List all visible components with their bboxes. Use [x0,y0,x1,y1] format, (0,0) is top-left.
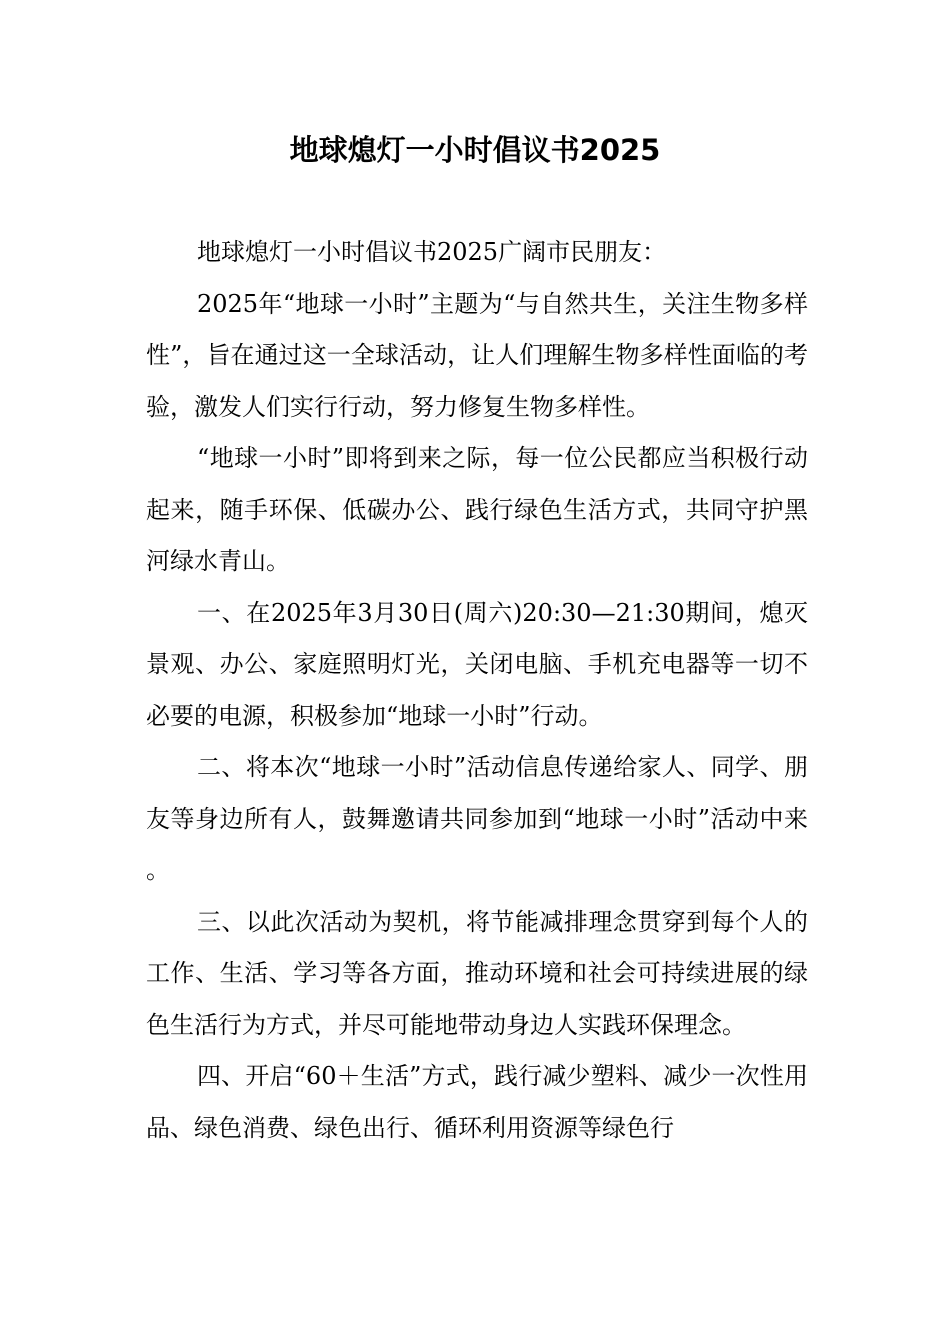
document-title: 地球熄灯一小时倡议书2025 [289,133,661,167]
theme-paragraph: 2025年“地球一小时”主题为“与自然共生，关注生物多样性”，旨在通过这一全球活动，让人们理解生物多样性面临的考验，激发人们实行行动，努力修复生物多样性。 [146,289,808,421]
greeting-paragraph: 地球熄灯一小时倡议书2025广阔市民朋友： [197,238,667,266]
call-to-action-paragraph: “地球一小时”即将到来之际，每一位公民都应当积极行动起来，随手环保、低碳办公、践行绿色生活方式，共同守护黑河绿水青山。 [146,444,808,575]
item-three-paragraph: 三、以此次活动为契机，将节能减排理念贯穿到每个人的工作、生活、学习等各方面，推动环境和社会可持续进展的绿色生活行为方式，并尽可能地带动身边人实践环保理念。 [146,907,808,1039]
item-four-paragraph: 四、开启“60＋生活”方式，践行减少塑料、减少一次性用品、绿色消费、绿色出行、循环利用资源等绿色行 [146,1062,808,1142]
item-one-paragraph: 一、在2025年3月30日(周六)20:30—21:30期间，熄灭景观、办公、家庭照明灯光，关闭电脑、手机充电器等一切不必要的电源，积极参加“地球一小时”行动。 [146,598,808,730]
item-two-paragraph: 二、将本次“地球一小时”活动信息传递给家人、同学、朋友等身边所有人，鼓舞邀请共同参加到“地球一小时”活动中来。 [146,753,808,884]
document-body [146,227,808,1154]
